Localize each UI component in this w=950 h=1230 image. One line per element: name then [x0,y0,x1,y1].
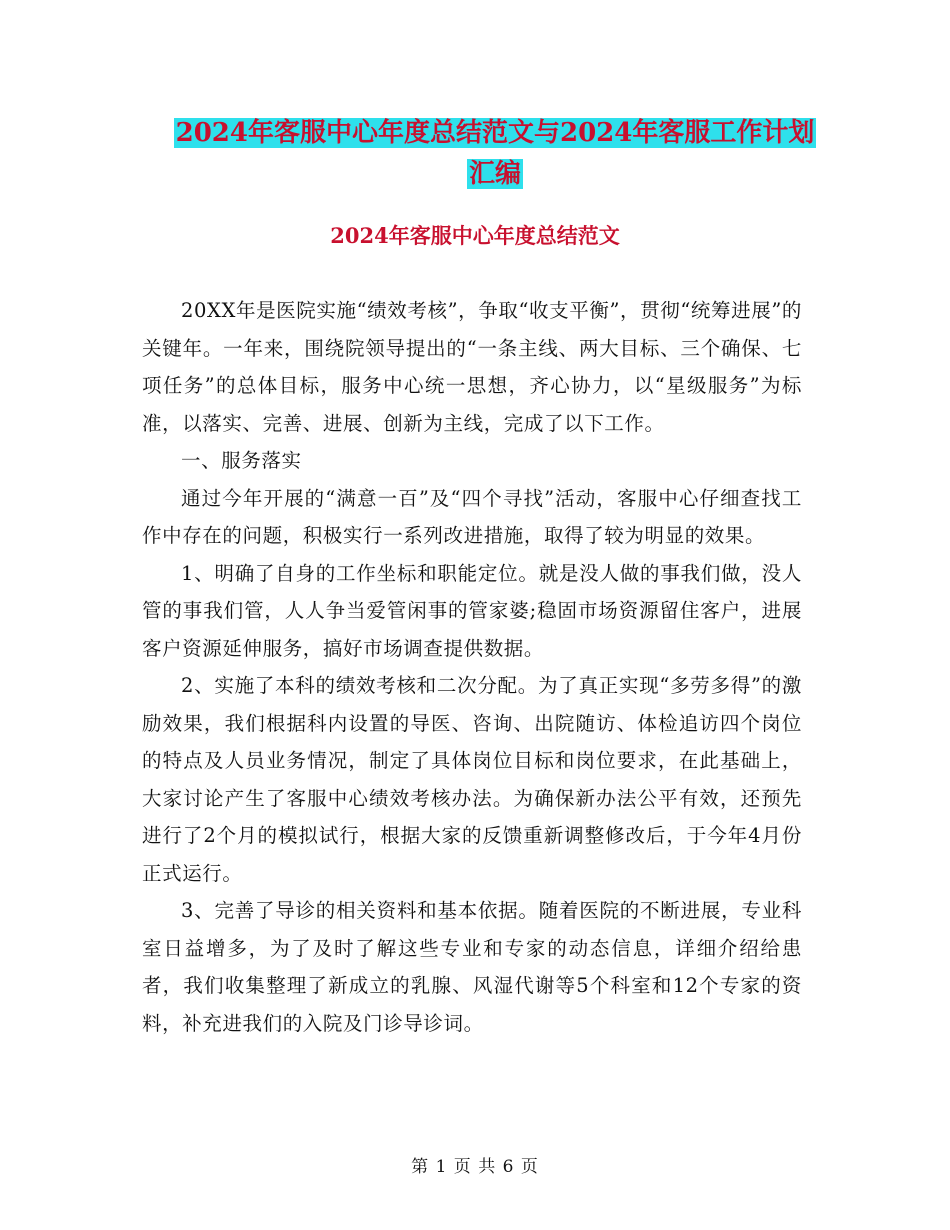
paragraph-item-3: 3、完善了导诊的相关资料和基本依据。随着医院的不断进展，专业科室日益增多，为了及时了解这些专业和专家的动态信息，详细介绍给患者，我们收集整理了新成立的乳腺、风湿代谢等5个科室和12个专家的资料，补充进我们的入院及门诊导诊词。 [142,899,802,1035]
document-title-line-2 [140,153,850,195]
paragraph-item-1: 1、明确了自身的工作坐标和职能定位。就是没人做的事我们做，没人管的事我们管，人人争当爱管闲事的管家婆;稳固市场资源留住客户，进展客户资源延伸服务，搞好市场调查提供数据。 [142,561,802,660]
document-body [142,292,802,1042]
section-title: 2024年客服中心年度总结范文 [330,223,620,248]
paragraph-service-overview: 通过今年开展的“满意一百”及“四个寻找”活动，客服中心仔细查找工作中存在的问题，积极实行一系列改进措施，取得了较为明显的效果。 [142,486,802,547]
document-title-line-2-text: 汇编 [468,159,521,189]
document-title-line-1-text: 2024年客服中心年度总结范文与2024年客服工作计划 [175,118,815,148]
paragraph-item-2: 2、实施了本科的绩效考核和二次分配。为了真正实现“多劳多得”的激励效果，我们根据科内设置的导医、咨询、出院随访、体检追访四个岗位的特点及人员业务情况，制定了具体岗位目标和岗位要求，在此基础上，大家讨论产生了客服中心绩效考核办法。为确保新办法公平有效，还预先进行了2个月的模拟试行，根据大家的反馈重新调整修改后，于今年4月份正式运行。 [142,674,802,885]
page-footer: 第 1 页 共 6 页 [411,1157,539,1177]
document-title-line-1 [140,112,850,154]
paragraph-intro: 20XX年是医院实施“绩效考核”，争取“收支平衡”，贯彻“统筹进展”的关键年。一年来，围绕院领导提出的“一条主线、两大目标、三个确保、七项任务”的总体目标，服务中心统一思想，齐心协力，以“星级服务”为标准，以落实、完善、进展、创新为主线，完成了以下工作。 [142,299,802,435]
paragraph-heading-service: 一、服务落实 [181,449,302,472]
